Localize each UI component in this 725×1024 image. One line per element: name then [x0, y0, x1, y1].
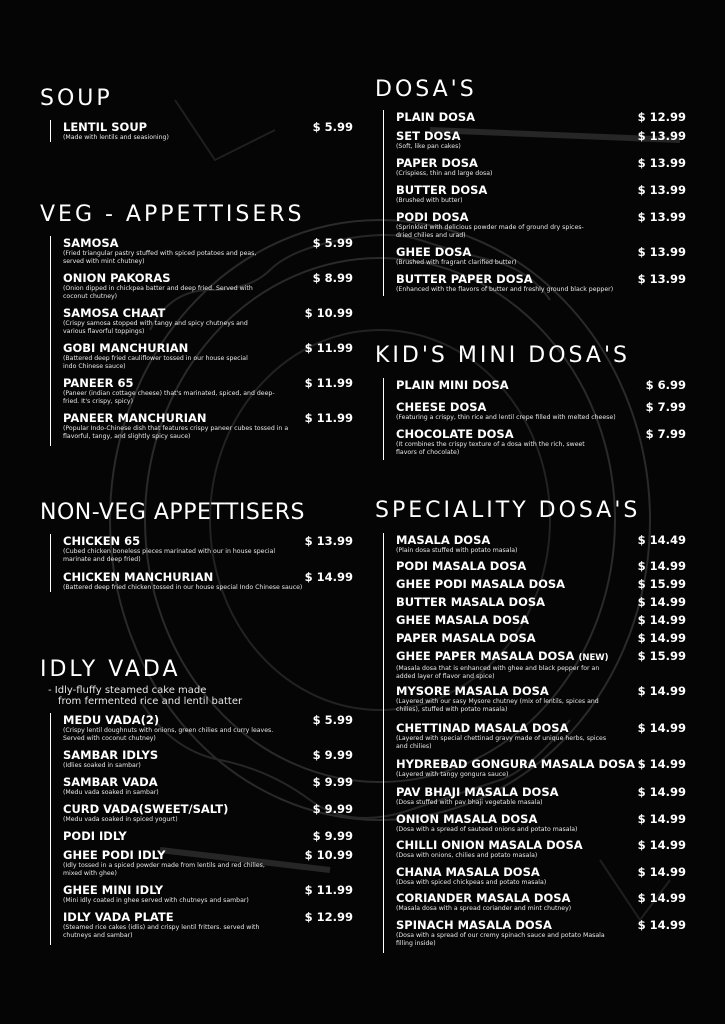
item-price: $ 13.99	[304, 534, 353, 548]
menu-item	[396, 757, 686, 779]
item-name: CHOCOLATE DOSA	[396, 427, 514, 441]
item-name: IDLY VADA PLATE	[63, 910, 174, 924]
item-price: $ 13.99	[637, 156, 686, 170]
item-price: $ 14.99	[304, 570, 353, 584]
item-name: BUTTER PAPER DOSA	[396, 272, 533, 286]
speciality-dosas-items	[383, 533, 686, 953]
nonveg-appetisers-section	[40, 500, 352, 525]
item-price: $ 13.99	[637, 272, 686, 286]
item-name: PLAIN DOSA	[396, 110, 476, 124]
menu-item	[63, 570, 353, 592]
section-title: SPECIALITY DOSA'S	[375, 498, 641, 523]
item-price: $ 14.99	[637, 684, 686, 698]
item-name: CHANA MASALA DOSA	[396, 865, 540, 879]
nonveg-appetisers-items	[50, 534, 353, 592]
item-name: GHEE DOSA	[396, 245, 472, 259]
item-price: $ 6.99	[645, 378, 686, 392]
section-title: IDLY VADA	[40, 657, 181, 682]
idly-note-line-2: from fermented rice and lentil batter	[58, 696, 243, 707]
menu-item	[63, 306, 353, 336]
item-name: LENTIL SOUP	[63, 120, 148, 134]
menu-item	[396, 272, 686, 294]
item-price: $ 14.49	[637, 533, 686, 547]
menu-item	[396, 577, 686, 591]
item-description: (Dosa with a spread of sauteed onions and potato masala)	[396, 826, 578, 833]
item-price: $ 14.99	[637, 595, 686, 609]
item-name: GHEE PODI IDLY	[63, 848, 166, 862]
item-price: $ 5.99	[312, 120, 353, 134]
item-price: $ 9.99	[312, 748, 353, 762]
item-price: $ 14.99	[637, 631, 686, 645]
item-price: $ 13.99	[637, 210, 686, 224]
menu-item	[63, 341, 353, 371]
item-description: (Layered with tangy gongura sauce)	[396, 771, 509, 778]
item-name: ONION MASALA DOSA	[396, 812, 538, 826]
menu-item	[396, 210, 686, 240]
item-description: (Featuring a crispy, thin rice and lentil crepe filled with melted cheese)	[396, 414, 616, 421]
item-description: (Idly tossed in a spiced powder made from lentils and red chilies, mixed with ghee)	[63, 862, 265, 877]
item-description: (Masala dosa with a spread coriander and mint chutney)	[396, 905, 572, 912]
item-price: $ 11.99	[304, 411, 353, 425]
item-name: PODI IDLY	[63, 829, 127, 843]
item-name: SET DOSA	[396, 129, 461, 143]
item-name-text: GHEE PAPER MASALA DOSA	[396, 649, 575, 663]
item-description: (Made with lentils and seasioning)	[63, 134, 169, 141]
menu-item	[396, 533, 686, 555]
veg-appetisers-items	[50, 236, 353, 446]
item-price: $ 5.99	[312, 713, 353, 727]
item-name: MASALA DOSA	[396, 533, 491, 547]
item-name: CHICKEN MANCHURIAN	[63, 570, 214, 584]
menu-item	[396, 595, 686, 609]
kids-dosas-section	[375, 343, 685, 368]
item-description: (Brushed with fragrant clarified butter)	[396, 259, 517, 266]
item-name: PODI DOSA	[396, 210, 469, 224]
menu-item	[396, 918, 686, 948]
item-description: (Plain dosa stuffed with potato masala)	[396, 547, 518, 554]
dosas-section	[375, 77, 685, 102]
menu-item	[63, 883, 353, 905]
item-name: BUTTER MASALA DOSA	[396, 595, 546, 609]
item-description: (Idlies soaked in sambar)	[63, 762, 141, 769]
item-price: $ 14.99	[637, 785, 686, 799]
item-price: $ 14.99	[637, 918, 686, 932]
item-price: $ 13.99	[637, 245, 686, 259]
menu-item	[63, 236, 353, 266]
item-price: $ 7.99	[645, 400, 686, 414]
menu-item	[396, 400, 686, 422]
menu-item	[63, 376, 353, 406]
item-description: (Steamed rice cakes (idlis) and crispy lentil fritters. served with chutneys and sambar)	[63, 924, 260, 939]
dosas-items	[383, 110, 686, 296]
item-name: CURD VADA(SWEET/SALT)	[63, 802, 229, 816]
item-name: PODI MASALA DOSA	[396, 559, 527, 573]
item-price: $ 14.99	[637, 891, 686, 905]
menu-item	[396, 721, 686, 751]
item-description: (Paneer (indian cottage cheese) that's marinated, spiced, and deep-fried. It's crispy, spicy)	[63, 390, 275, 405]
menu-item	[396, 684, 686, 714]
item-description: (Dosa with spiced chickpeas and potato masala)	[396, 879, 547, 886]
item-description: (Masala dosa that is enhanced with ghee and black pepper for an added layer of flavor and spice)	[396, 665, 600, 680]
menu-item	[396, 613, 686, 627]
item-name: GHEE PODI MASALA DOSA	[396, 577, 566, 591]
item-name: PANEER MANCHURIAN	[63, 411, 207, 425]
item-price: $ 14.99	[637, 865, 686, 879]
item-price: $ 11.99	[304, 341, 353, 355]
item-name: ONION PAKORAS	[63, 271, 171, 285]
item-name: CHEESE DOSA	[396, 400, 487, 414]
item-price: $ 5.99	[312, 236, 353, 250]
item-description: (Mini idly coated in ghee served with chutneys and sambar)	[63, 897, 249, 904]
menu-item	[63, 748, 353, 770]
menu-item	[63, 271, 353, 301]
item-description: (Battered deep fried chicken tossed in our house special Indo Chinese sauce)	[63, 584, 303, 591]
menu-item	[63, 829, 353, 843]
item-description: (Sprinkled with delicious powder made of ground dry spices- dried chilies and urad)	[396, 224, 584, 239]
menu-item	[63, 534, 353, 564]
item-name: SAMBAR VADA	[63, 775, 158, 789]
item-description: (Soft, like pan cakes)	[396, 143, 461, 150]
item-price: $ 7.99	[645, 427, 686, 441]
speciality-dosas-section	[375, 498, 685, 523]
menu-item	[396, 378, 686, 392]
menu-item	[396, 156, 686, 178]
idly-vada-section	[40, 657, 352, 682]
menu-item	[63, 848, 353, 878]
menu-item	[63, 802, 353, 824]
item-description: (Fried triangular pastry stuffed with spiced potatoes and peas, served with mint chutney)	[63, 250, 257, 265]
item-description: (Battered deep fried cauliflower tossed in our house special indo Chinese sauce)	[63, 355, 248, 370]
section-title: KID'S MINI DOSA'S	[375, 343, 630, 368]
idly-vada-items	[50, 713, 353, 945]
menu-item	[63, 910, 353, 940]
item-price: $ 9.99	[312, 829, 353, 843]
item-name: BUTTER DOSA	[396, 183, 488, 197]
item-description: (Crispiess, thin and large dosa)	[396, 170, 493, 177]
menu-item	[396, 245, 686, 267]
item-price: $ 12.99	[304, 910, 353, 924]
menu-item	[396, 427, 686, 457]
item-price: $ 9.99	[312, 775, 353, 789]
item-name: PAV BHAJI MASALA DOSA	[396, 785, 559, 799]
item-price: $ 11.99	[304, 376, 353, 390]
item-description: (Layered with our sasy Mysore chutney (mix of lentils, spices and chilies), stuffed with potato masala)	[396, 698, 599, 713]
item-price: $ 10.99	[304, 848, 353, 862]
item-price: $ 14.99	[637, 838, 686, 852]
item-name: PAPER DOSA	[396, 156, 478, 170]
menu-item	[396, 891, 686, 913]
item-price: $ 13.99	[637, 183, 686, 197]
menu-item	[396, 559, 686, 573]
item-price: $ 9.99	[312, 802, 353, 816]
soup-section	[40, 86, 352, 111]
item-name: CHETTINAD MASALA DOSA	[396, 721, 569, 735]
veg-appetisers-section	[40, 202, 352, 227]
item-name: CHILLI ONION MASALA DOSA	[396, 838, 583, 852]
item-price: $ 12.99	[637, 110, 686, 124]
item-price: $ 8.99	[312, 271, 353, 285]
item-description: (Cubed chicken boneless pieces marinated with our in house special marinate and deep fried)	[63, 548, 276, 563]
menu-item	[63, 411, 353, 441]
item-price: $ 14.99	[637, 613, 686, 627]
item-name: SAMBAR IDLYS	[63, 748, 159, 762]
item-price: $ 15.99	[637, 649, 686, 663]
menu-item	[63, 120, 353, 142]
item-price: $ 14.99	[637, 721, 686, 735]
item-description: (It combines the crispy texture of a dosa with the rich, sweet flavors of chocolate)	[396, 441, 585, 456]
menu-item	[63, 775, 353, 797]
soup-items	[50, 120, 353, 142]
section-title: DOSA'S	[375, 77, 477, 102]
item-price: $ 15.99	[637, 577, 686, 591]
item-description: (Onion dipped in chickpea batter and deep fried. Served with coconut chutney)	[63, 285, 253, 300]
item-name: MEDU VADA(2)	[63, 713, 160, 727]
menu-item	[396, 631, 686, 645]
menu-item	[396, 129, 686, 151]
item-price: $ 14.99	[637, 559, 686, 573]
menu-item	[396, 865, 686, 887]
item-description: (Layered with special chettinad gravy made of unique herbs, spices and chilies)	[396, 735, 607, 750]
item-price: $ 11.99	[304, 883, 353, 897]
item-price: $ 13.99	[637, 129, 686, 143]
item-price: $ 10.99	[304, 306, 353, 320]
item-name: MYSORE MASALA DOSA	[396, 684, 549, 698]
menu-item	[396, 110, 686, 124]
item-name: GHEE MINI IDLY	[63, 883, 164, 897]
idly-note-line-1: - Idly-fluffy steamed cake made	[48, 685, 207, 696]
menu-item	[396, 838, 686, 860]
item-description: (Crispy lentil doughnuts with onions, green chilies and curry leaves. Served with coconut chutney)	[63, 727, 274, 742]
item-name: SAMOSA	[63, 236, 119, 250]
item-description: (Popular Indo-Chinese dish that features crispy paneer cubes tossed in a flavorful, tangy, and slightly spicy sauce)	[63, 425, 289, 440]
item-name: SAMOSA CHAAT	[63, 306, 166, 320]
item-name: GOBI MANCHURIAN	[63, 341, 189, 355]
new-badge: (NEW)	[578, 653, 609, 663]
item-description: (Medu vada soaked in spiced yogurt)	[63, 816, 178, 823]
item-description: (Dosa with onions, chilies and potato masala)	[396, 852, 538, 859]
item-name: HYDREBAD GONGURA MASALA DOSA	[396, 757, 636, 771]
menu-item	[396, 785, 686, 807]
item-description: (Crispy samosa stopped with tangy and spicy chutneys and various flavorful toppings)	[63, 320, 248, 335]
item-price: $ 14.99	[637, 757, 686, 771]
menu-item	[396, 183, 686, 205]
item-name: PLAIN MINI DOSA	[396, 378, 509, 392]
item-price: $ 14.99	[637, 812, 686, 826]
section-title: NON-VEG APPETTISERS	[40, 500, 305, 525]
item-name: GHEE MASALA DOSA	[396, 613, 530, 627]
item-description: (Medu vada soaked in sambar)	[63, 789, 159, 796]
section-title: VEG - APPETTISERS	[40, 202, 305, 227]
item-name: PAPER MASALA DOSA	[396, 631, 536, 645]
item-name: PANEER 65	[63, 376, 134, 390]
item-description: (Brushed with butter)	[396, 197, 463, 204]
menu-item	[396, 812, 686, 834]
item-description: (Enhanced with the flavors of butter and freshly ground black pepper)	[396, 286, 614, 293]
menu-item	[396, 649, 686, 681]
item-description: (Dosa stuffed with pav bhaji vegetable masala)	[396, 799, 543, 806]
item-name: SPINACH MASALA DOSA	[396, 918, 552, 932]
section-title: SOUP	[40, 86, 113, 111]
item-name: CHICKEN 65	[63, 534, 141, 548]
menu-item	[63, 713, 353, 743]
item-name: CORIANDER MASALA DOSA	[396, 891, 571, 905]
item-description: (Dosa with a spread of our cremy spinach sauce and potato Masala filling inside)	[396, 932, 605, 947]
kids-dosas-items	[383, 378, 686, 460]
